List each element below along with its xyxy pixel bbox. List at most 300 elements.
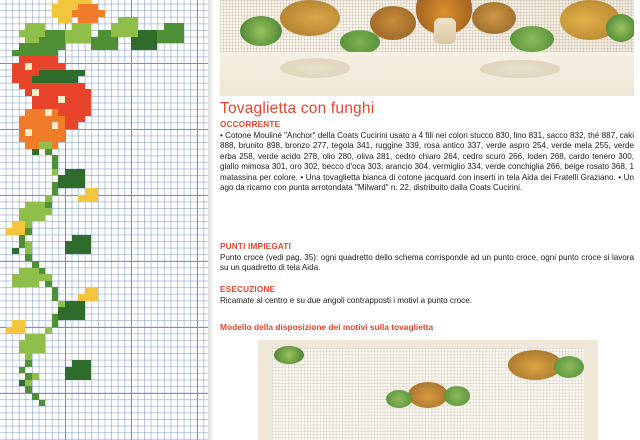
stitch-cell xyxy=(19,136,26,143)
stitch-cell xyxy=(65,109,72,116)
stitch-cell xyxy=(78,169,85,176)
stitch-cell xyxy=(39,103,46,110)
stitch-cell xyxy=(25,215,32,222)
stitch-cell xyxy=(72,37,79,44)
stitch-cell xyxy=(78,83,85,90)
photo-embroidered-cloth xyxy=(220,0,634,96)
stitch-cell xyxy=(52,30,59,37)
stitch-cell xyxy=(32,149,39,156)
stitch-cell xyxy=(52,96,59,103)
stitch-cell xyxy=(39,400,46,407)
stitch-cell xyxy=(19,347,26,354)
esecuzione-heading: ESECUZIONE xyxy=(220,285,276,294)
stitch-cell xyxy=(78,301,85,308)
stitch-cell xyxy=(78,373,85,380)
stitch-cell xyxy=(58,10,65,17)
stitch-cell xyxy=(52,314,59,321)
stitch-cell xyxy=(45,116,52,123)
stitch-cell xyxy=(72,235,79,242)
stitch-cell xyxy=(91,43,98,50)
stitch-cell xyxy=(39,56,46,63)
stitch-cell xyxy=(65,241,72,248)
stitch-cell xyxy=(52,70,59,77)
stitch-cell xyxy=(52,83,59,90)
stitch-cell xyxy=(19,215,26,222)
stitch-cell xyxy=(52,109,59,116)
stitch-cell xyxy=(78,294,85,301)
punti-heading: PUNTI IMPIEGATI xyxy=(220,242,292,251)
stitch-cell xyxy=(52,136,59,143)
stitch-cell xyxy=(85,30,92,37)
stitch-cell xyxy=(65,301,72,308)
stitch-cell xyxy=(25,274,32,281)
mushroom-cap-right xyxy=(472,2,516,34)
stitch-cell xyxy=(32,23,39,30)
stitch-cell xyxy=(19,70,26,77)
stitch-cell xyxy=(124,30,131,37)
punti-text: Punto croce (vedi pag. 35): ogni quadretto dello schema corrisponde ad un punto croce, ogni punto croce si lavora su un quadretto di tela Aida. xyxy=(220,253,634,273)
stitch-cell xyxy=(25,353,32,360)
stitch-cell xyxy=(78,175,85,182)
stitch-cell xyxy=(65,4,72,11)
stitch-cell xyxy=(65,182,72,189)
stitch-cell xyxy=(58,301,65,308)
placemat-top-edge xyxy=(272,340,584,344)
stitch-cell xyxy=(32,215,39,222)
stitch-cell xyxy=(78,367,85,374)
stitch-cell xyxy=(45,281,52,288)
section-occorrente xyxy=(220,120,634,193)
stitch-cell xyxy=(58,63,65,70)
stitch-cell xyxy=(25,23,32,30)
stitch-cell xyxy=(65,37,72,44)
stitch-cell xyxy=(19,340,26,347)
stitch-cell xyxy=(78,195,85,202)
stitch-cell xyxy=(12,228,19,235)
stitch-cell xyxy=(32,261,39,268)
stitch-cell xyxy=(45,83,52,90)
stitch-cell xyxy=(45,327,52,334)
stitch-cell xyxy=(25,340,32,347)
stitch-cell xyxy=(85,23,92,30)
stitch-cell xyxy=(58,43,65,50)
stitch-cell xyxy=(25,116,32,123)
stitch-cell xyxy=(85,10,92,17)
stitch-cell xyxy=(19,221,26,228)
stitch-cell xyxy=(52,294,59,301)
stitch-cell xyxy=(12,221,19,228)
stitch-cell xyxy=(19,320,26,327)
mushroom-stem-center xyxy=(434,18,456,44)
stitch-cell xyxy=(45,149,52,156)
stitch-cell xyxy=(52,320,59,327)
stitch-cell xyxy=(39,23,46,30)
stitch-cell xyxy=(52,63,59,70)
stitch-cell xyxy=(32,347,39,354)
esecuzione-text: Ricamate al centro e su due angoli contrapposti i motivi a punto croce. xyxy=(220,296,472,305)
stitch-cell xyxy=(72,241,79,248)
stitch-cell xyxy=(39,122,46,129)
stitch-cell xyxy=(39,274,46,281)
stitch-cell xyxy=(12,76,19,83)
stitch-cell xyxy=(19,380,26,387)
stitch-cell xyxy=(65,70,72,77)
stitch-cell xyxy=(131,17,138,24)
stitch-cell xyxy=(65,373,72,380)
stitch-cell xyxy=(32,63,39,70)
stitch-cell xyxy=(25,202,32,209)
stitch-cell xyxy=(78,248,85,255)
stitch-cell xyxy=(25,129,32,136)
stitch-cell xyxy=(6,327,13,334)
stitch-cell xyxy=(39,136,46,143)
photo-placement-diagram xyxy=(258,340,598,440)
stitch-cell xyxy=(39,347,46,354)
stitch-cell xyxy=(32,30,39,37)
stitch-cell xyxy=(157,30,164,37)
stitch-cell xyxy=(85,96,92,103)
stitch-cell xyxy=(91,10,98,17)
stitch-cell xyxy=(118,30,125,37)
stitch-cell xyxy=(58,103,65,110)
stitch-cell xyxy=(45,136,52,143)
stitch-cell xyxy=(39,37,46,44)
stitch-cell xyxy=(72,10,79,17)
stitch-cell xyxy=(171,30,178,37)
stitch-cell xyxy=(78,314,85,321)
stitch-cell xyxy=(45,202,52,209)
stitch-cell xyxy=(72,373,79,380)
stitch-cell xyxy=(164,37,171,44)
stitch-cell xyxy=(39,202,46,209)
stitch-cell xyxy=(72,76,79,83)
stitch-cell xyxy=(25,50,32,57)
leaf-right xyxy=(510,26,554,52)
stitch-cell xyxy=(78,17,85,24)
stitch-cell xyxy=(45,56,52,63)
stitch-cell xyxy=(52,116,59,123)
leaf-left xyxy=(340,30,380,54)
stitch-cell xyxy=(58,37,65,44)
stitch-cell xyxy=(52,50,59,57)
stitch-cell xyxy=(45,70,52,77)
stitch-cell xyxy=(39,109,46,116)
stitch-cell xyxy=(32,129,39,136)
stitch-cell xyxy=(19,116,26,123)
stitch-cell xyxy=(138,37,145,44)
leaf-far-right xyxy=(606,14,634,42)
stitch-cell xyxy=(25,241,32,248)
stitch-cell xyxy=(45,43,52,50)
stitch-cell xyxy=(19,367,26,374)
stitch-cell xyxy=(58,122,65,129)
stitch-cell xyxy=(78,96,85,103)
stitch-cell xyxy=(58,17,65,24)
stitch-cell xyxy=(25,347,32,354)
stitch-cell xyxy=(105,43,112,50)
stitch-cell xyxy=(65,367,72,374)
stitch-cell xyxy=(32,50,39,57)
stitch-cell xyxy=(19,327,26,334)
stitch-cell xyxy=(85,367,92,374)
stitch-cell xyxy=(72,360,79,367)
stitch-cell xyxy=(78,37,85,44)
stitch-cell xyxy=(98,10,105,17)
stitch-cell xyxy=(171,37,178,44)
stitch-cell xyxy=(12,320,19,327)
stitch-cell xyxy=(25,136,32,143)
stitch-cell xyxy=(105,30,112,37)
stitch-cell xyxy=(177,37,184,44)
section-modello xyxy=(220,322,634,332)
stitch-cell xyxy=(85,188,92,195)
stitch-cell xyxy=(85,360,92,367)
stitch-cell xyxy=(78,109,85,116)
motif-center-leaf xyxy=(444,386,470,406)
stitch-cell xyxy=(12,281,19,288)
stitch-cell xyxy=(19,122,26,129)
stitch-cell xyxy=(164,23,171,30)
stitch-cell xyxy=(65,307,72,314)
stitch-cell xyxy=(72,248,79,255)
stitch-cell xyxy=(65,122,72,129)
stitch-cell xyxy=(52,37,59,44)
stitch-cell xyxy=(39,89,46,96)
cross-stitch-chart xyxy=(0,0,208,440)
stitch-cell xyxy=(65,96,72,103)
stitch-cell xyxy=(32,334,39,341)
stitch-cell xyxy=(91,188,98,195)
stitch-cell xyxy=(58,89,65,96)
stitch-cell xyxy=(65,76,72,83)
stitch-cell xyxy=(32,96,39,103)
stitch-cell xyxy=(78,182,85,189)
stitch-cell xyxy=(85,4,92,11)
stitch-cell xyxy=(45,30,52,37)
stitch-cell xyxy=(85,287,92,294)
stitch-cell xyxy=(19,43,26,50)
stitch-cell xyxy=(45,122,52,129)
stitch-cell xyxy=(25,142,32,149)
stitch-cell xyxy=(32,274,39,281)
stitch-cell xyxy=(32,70,39,77)
stitch-cell xyxy=(39,76,46,83)
stitch-cell xyxy=(177,23,184,30)
stitch-cell xyxy=(91,17,98,24)
stitch-cell xyxy=(45,76,52,83)
stitch-cell xyxy=(78,4,85,11)
stitch-cell xyxy=(151,37,158,44)
stitch-cell xyxy=(91,287,98,294)
stitch-cell xyxy=(39,215,46,222)
stitch-cell xyxy=(52,188,59,195)
stitch-cell xyxy=(72,70,79,77)
stitch-cell xyxy=(25,208,32,215)
stitch-cell xyxy=(45,50,52,57)
mushroom-cap-far-left xyxy=(280,0,340,36)
linen-lower-band xyxy=(220,52,634,96)
stitch-cell xyxy=(131,30,138,37)
stitch-cell xyxy=(72,23,79,30)
stitch-cell xyxy=(45,129,52,136)
stitch-cell xyxy=(72,83,79,90)
stitch-cell xyxy=(45,89,52,96)
stitch-cell xyxy=(12,70,19,77)
stitch-cell xyxy=(72,301,79,308)
stitch-cell xyxy=(72,4,79,11)
stitch-cell xyxy=(52,169,59,176)
shadow-fold-1 xyxy=(280,58,350,78)
section-punti-impiegati xyxy=(220,242,634,274)
stitch-cell xyxy=(45,208,52,215)
stitch-cell xyxy=(12,248,19,255)
stitch-cell xyxy=(25,63,32,70)
stitch-cell xyxy=(25,373,32,380)
stitch-cell xyxy=(19,281,26,288)
stitch-cell xyxy=(32,116,39,123)
article-column xyxy=(214,0,640,440)
stitch-cell xyxy=(65,89,72,96)
stitch-cell xyxy=(45,103,52,110)
stitch-cell xyxy=(52,287,59,294)
stitch-cell xyxy=(65,175,72,182)
stitch-cell xyxy=(32,109,39,116)
stitch-cell xyxy=(32,122,39,129)
stitch-cell xyxy=(32,268,39,275)
stitch-cell xyxy=(85,17,92,24)
stitch-cell xyxy=(19,50,26,57)
stitch-cell xyxy=(19,83,26,90)
stitch-cell xyxy=(85,248,92,255)
stitch-cell xyxy=(25,380,32,387)
stitch-cell xyxy=(85,235,92,242)
stitch-cell xyxy=(78,116,85,123)
stitch-cell xyxy=(58,314,65,321)
stitch-cell xyxy=(85,109,92,116)
stitch-cell xyxy=(39,63,46,70)
stitch-cell xyxy=(58,83,65,90)
stitch-cell xyxy=(72,96,79,103)
stitch-cell xyxy=(157,37,164,44)
shadow-fold-2 xyxy=(480,60,560,78)
stitch-cell xyxy=(78,235,85,242)
stitch-cell xyxy=(72,367,79,374)
stitch-cell xyxy=(72,169,79,176)
stitch-cell xyxy=(19,228,26,235)
stitch-cell xyxy=(19,241,26,248)
stitch-cell xyxy=(65,83,72,90)
stitch-cell xyxy=(65,103,72,110)
stitch-cell xyxy=(58,109,65,116)
stitch-cell xyxy=(39,70,46,77)
stitch-cell xyxy=(91,37,98,44)
motif-corner-top-left xyxy=(274,346,304,364)
stitch-cell xyxy=(85,103,92,110)
stitch-cell xyxy=(25,386,32,393)
stitch-cell xyxy=(111,23,118,30)
stitch-cell xyxy=(25,109,32,116)
stitch-cell xyxy=(39,340,46,347)
stitch-cell xyxy=(25,70,32,77)
stitch-cell xyxy=(171,23,178,30)
stitch-cell xyxy=(32,208,39,215)
stitch-cell xyxy=(85,195,92,202)
stitch-cell xyxy=(25,360,32,367)
stitch-cell xyxy=(151,30,158,37)
stitch-cell xyxy=(39,116,46,123)
stitch-cell xyxy=(39,208,46,215)
stitch-cell xyxy=(25,334,32,341)
stitch-cell xyxy=(39,268,46,275)
stitch-cell xyxy=(25,248,32,255)
stitch-cell xyxy=(58,70,65,77)
stitch-cell xyxy=(144,37,151,44)
stitch-cell xyxy=(72,116,79,123)
stitch-cell xyxy=(39,50,46,57)
stitch-cell xyxy=(131,43,138,50)
stitch-cell xyxy=(72,175,79,182)
section-esecuzione xyxy=(220,285,634,306)
stitch-cell xyxy=(78,360,85,367)
stitch-cell xyxy=(25,281,32,288)
stitch-cell xyxy=(58,76,65,83)
stitch-cell xyxy=(19,76,26,83)
stitch-cell xyxy=(52,56,59,63)
stitch-cell xyxy=(12,63,19,70)
stitch-cell xyxy=(65,17,72,24)
occorrente-heading: OCCORRENTE xyxy=(220,120,281,129)
stitch-cell xyxy=(124,17,131,24)
stitch-cell xyxy=(65,10,72,17)
stitch-cell xyxy=(72,109,79,116)
motif-center-leaf-2 xyxy=(386,390,412,408)
stitch-cell xyxy=(85,373,92,380)
stitch-cell xyxy=(25,56,32,63)
stitch-cell xyxy=(91,4,98,11)
stitch-cell xyxy=(58,96,65,103)
stitch-cell xyxy=(52,162,59,169)
leaf-far-left xyxy=(240,16,282,46)
stitch-cell xyxy=(25,83,32,90)
stitch-cell xyxy=(45,109,52,116)
stitch-cell xyxy=(65,314,72,321)
stitch-cell xyxy=(52,182,59,189)
stitch-cell xyxy=(39,142,46,149)
stitch-cell xyxy=(25,221,32,228)
stitch-cell xyxy=(111,37,118,44)
stitch-cell xyxy=(39,30,46,37)
stitch-cell xyxy=(131,37,138,44)
stitch-cell xyxy=(52,76,59,83)
stitch-cell xyxy=(105,37,112,44)
stitch-cell xyxy=(32,393,39,400)
stitch-cell xyxy=(52,129,59,136)
stitch-cell xyxy=(12,274,19,281)
stitch-cell xyxy=(98,30,105,37)
motif-corner-leaf-right xyxy=(554,356,584,378)
stitch-cell xyxy=(65,116,72,123)
stitch-cell xyxy=(72,182,79,189)
stitch-cell xyxy=(32,136,39,143)
stitch-cell xyxy=(39,96,46,103)
stitch-cell xyxy=(25,254,32,261)
stitch-cell xyxy=(164,30,171,37)
stitch-cell xyxy=(58,136,65,143)
stitch-cell xyxy=(58,4,65,11)
stitch-cell xyxy=(52,89,59,96)
stitch-cell xyxy=(39,129,46,136)
stitch-cell xyxy=(131,23,138,30)
